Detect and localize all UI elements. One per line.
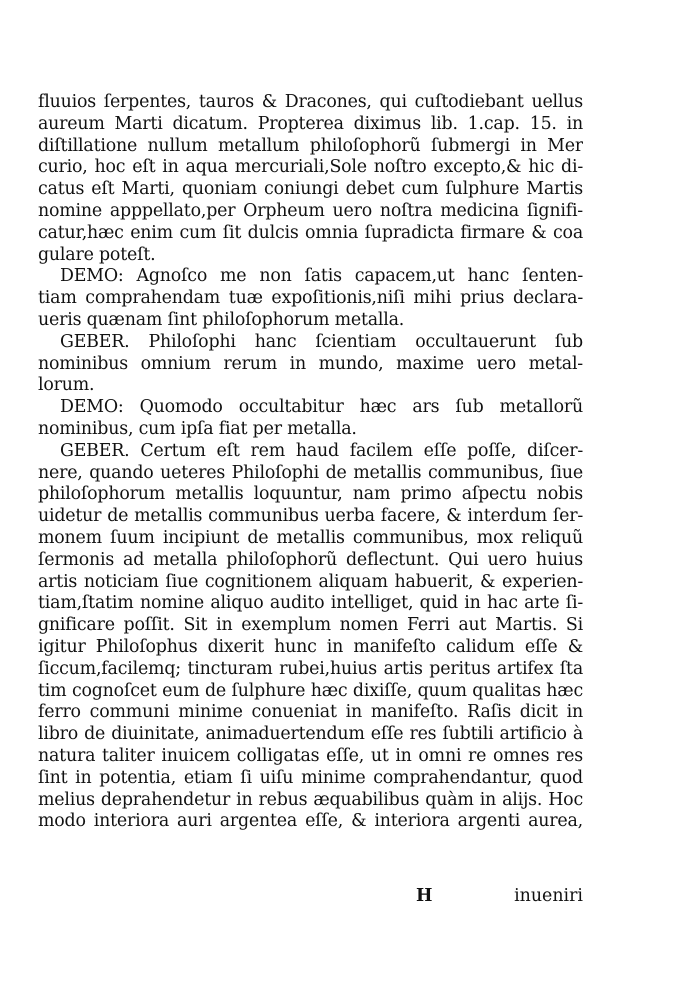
text-line: lorum. — [38, 375, 95, 396]
text-line: nomine apppellato,per Orpheum uero noſtra medicina ſignifi- — [38, 201, 583, 221]
text-line: diſtillatione nullum metallum philoſophorũ ſubmergi in Mer — [38, 135, 583, 156]
text-line: curio, hoc eſt in aqua mercuriali,Sole noſtro excepto,& hic di- — [38, 157, 583, 178]
text-line: tim cognoſcet eum de ſulphure hæc dixiſſe, quum qualitas hæc — [38, 680, 583, 701]
text-line: catur,hæc enim cum ſit dulcis omnia ſupradicta firmare & coa — [38, 222, 583, 243]
text-line: gulare poteſt. — [38, 244, 156, 265]
text-line: modo interiora auri argentea eſſe, & interiora argenti aurea, — [38, 811, 583, 832]
speaker-line: DEMO: Quomodo occultabitur hæc ars ſub metallorũ — [60, 397, 583, 418]
text-line: ſermonis ad metalla philoſophorũ deflectunt. Qui uero huius — [38, 549, 583, 570]
text-line: artis noticiam ſiue cognitionem aliquam habuerit, & experien- — [38, 571, 583, 592]
text-line: ueris quænam ſint philoſophorum metalla. — [38, 310, 405, 330]
text-line: uidetur de metallis communibus uerba facere, & interdum ſer- — [38, 506, 583, 527]
text-line: ferro communi minime conueniat in manifeſto. Raſis dicit in — [38, 702, 583, 723]
text-line: tiam comprahendam tuæ expoſitionis,niſi mihi prius declara- — [38, 288, 583, 309]
text-line: natura taliter inuicem colligatas eſſe, ut in omni re omnes res — [38, 746, 583, 766]
text-line: libro de diuinitate, animaduertendum eſſe res ſubtili artificio à — [38, 724, 583, 745]
text-line: catus eſt Marti, quoniam coniungi debet cum ſulphure Martis — [38, 179, 583, 200]
text-line: ſiccum,facilemq; tincturam rubei,huius artis peritus artifex ſta — [38, 658, 583, 679]
speaker-line: GEBER. Philoſophi hanc ſcientiam occultauerunt ſub — [60, 331, 583, 352]
text-line: nere, quando ueteres Philoſophi de metallis communibus, ſiue — [38, 462, 583, 483]
text-line: fluuios ſerpentes, tauros & Dracones, qui cuſtodiebant uellus — [38, 92, 583, 112]
text-line: gnificare poſſit. Sit in exemplum nomen Ferri aut Martis. Si — [38, 615, 583, 636]
text-line: nominibus, cum ipſa fiat per metalla. — [38, 419, 357, 439]
text-line: monem ſuum incipiunt de metallis communibus, mox reliquũ — [38, 528, 583, 548]
text-line: ſint in potentia, etiam ſi uiſu minime comprahendantur, quod — [38, 767, 583, 788]
speaker-line: GEBER. Certum eſt rem haud facilem eſſe poſſe, diſcer- — [60, 440, 583, 461]
page-footer — [38, 885, 583, 907]
text-line: igitur Philoſophus dixerit hunc in manifeſto calidum eſſe & — [38, 637, 583, 657]
text-line: nominibus omnium rerum in mundo, maxime uero metal- — [38, 353, 583, 374]
text-line: aureum Marti dicatum. Propterea diximus lib. 1.cap. 15. in — [38, 113, 583, 134]
text-line: tiam,ſtatim nomine aliquo audito intelliget, quid in hac arte ſi- — [38, 593, 583, 614]
text-line: philoſophorum metallis loquuntur, nam primo aſpectu nobis — [38, 484, 583, 505]
speaker-line: DEMO: Agnoſco me non ſatis capacem,ut hanc ſenten- — [60, 266, 583, 287]
catchword: inueniri — [514, 886, 583, 906]
text-line: melius deprahendetur in rebus æquabilibus quàm in alijs. Hoc — [38, 789, 583, 810]
signature-mark: H — [416, 886, 433, 906]
